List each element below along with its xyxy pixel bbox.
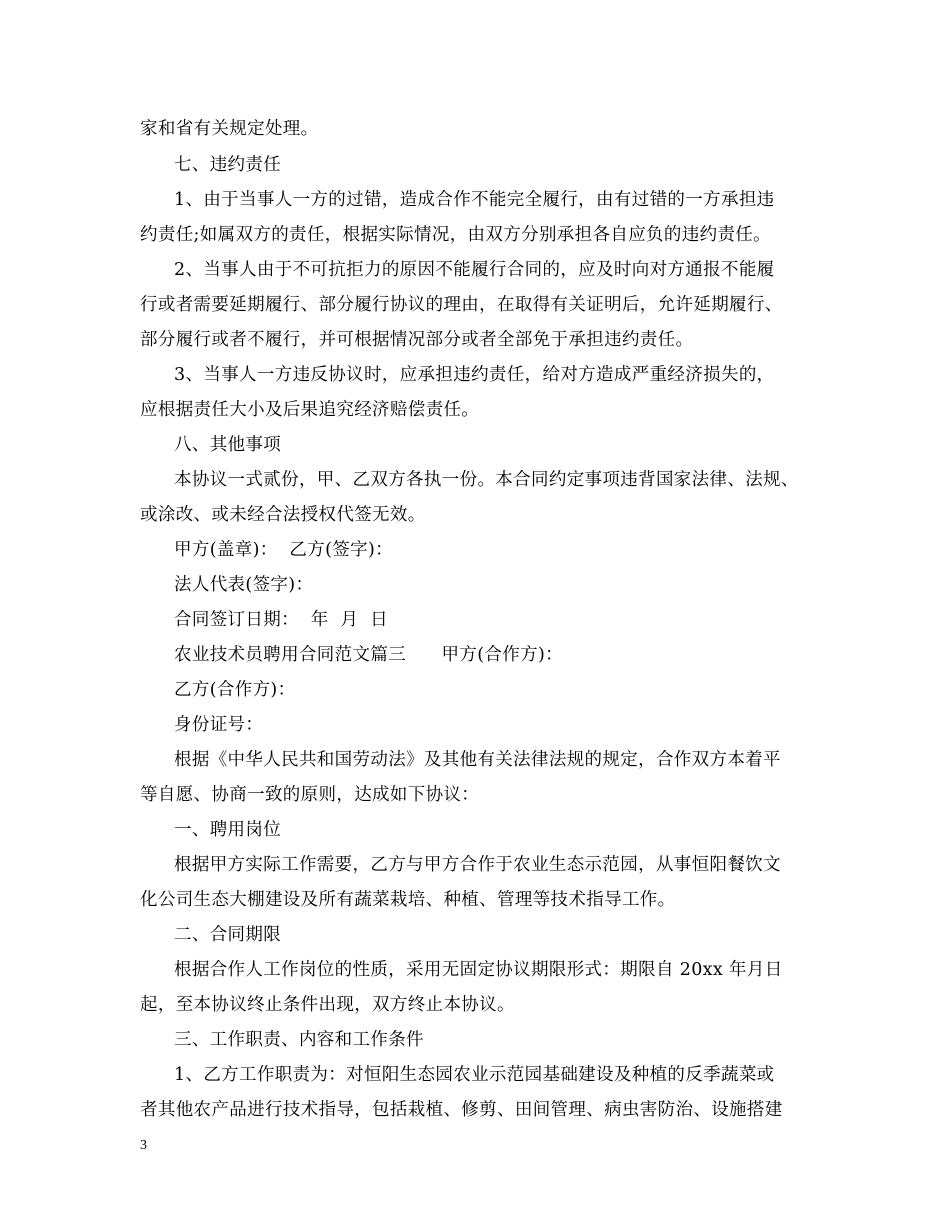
text-line: 根据《中华人民共和国劳动法》及其他有关法律法规的规定，合作双方本着平	[174, 750, 781, 770]
text-line: 等自愿、协商一致的原则，达成如下协议：	[140, 785, 480, 805]
text-line: 者其他农产品进行技术指导，包括栽植、修剪、田间管理、病虫害防治、设施搭建	[140, 1100, 783, 1120]
signature-line: 甲方(盖章)： 乙方(签字)：	[174, 540, 394, 560]
text-line: 约责任;如属双方的责任，根据实际情况，由双方分别承担各自应负的违约责任。	[140, 225, 771, 245]
page-number: 3	[140, 1138, 147, 1153]
text-line: 起，至本协议终止条件出现，双方终止本协议。	[140, 995, 515, 1015]
section-heading: 二、合同期限	[174, 925, 282, 945]
text-line: 应根据责任大小及后果追究经济赔偿责任。	[140, 400, 480, 420]
text-line: 根据合作人工作岗位的性质，采用无固定协议期限形式：期限自 20xx 年月日	[174, 960, 783, 980]
text-line: 本协议一式贰份，甲、乙双方各执一份。本合同约定事项违背国家法律、法规、	[174, 470, 799, 490]
text-line: 根据甲方实际工作需要，乙方与甲方合作于农业生态示范园，从事恒阳餐饮文	[174, 855, 781, 875]
signature-line: 法人代表(签字)：	[174, 575, 314, 595]
text-line: 化公司生态大棚建设及所有蔬菜栽培、种植、管理等技术指导工作。	[140, 890, 676, 910]
text-line: 行或者需要延期履行、部分履行协议的理由，在取得有关证明后，允许延期履行、	[140, 295, 783, 315]
text-line: 2、当事人由于不可抗拒力的原因不能履行合同的，应及时向对方通报不能履	[174, 260, 775, 280]
text-line: 部分履行或者不履行，并可根据情况部分或者全部免于承担违约责任。	[140, 330, 694, 350]
text-line: 3、当事人一方违反协议时，应承担违约责任，给对方造成严重经济损失的，	[174, 365, 775, 385]
text-line: 1、乙方工作职责为：对恒阳生态园农业示范园基础建设及种植的反季蔬菜或	[174, 1065, 775, 1085]
section-heading: 一、聘用岗位	[174, 820, 282, 840]
text-line: 身份证号：	[174, 715, 264, 735]
document-title-line: 农业技术员聘用合同范文篇三 甲方(合作方)：	[174, 645, 563, 665]
text-line: 家和省有关规定处理。	[140, 119, 319, 139]
section-heading: 七、违约责任	[174, 155, 282, 175]
section-heading: 八、其他事项	[174, 435, 282, 455]
date-line: 合同签订日期： 年 月 日	[174, 610, 388, 630]
section-heading: 三、工作职责、内容和工作条件	[174, 1030, 424, 1050]
text-line: 1、由于当事人一方的过错，造成合作不能完全履行，由有过错的一方承担违	[174, 190, 775, 210]
text-line: 或涂改、或未经合法授权代签无效。	[140, 505, 426, 525]
text-line: 乙方(合作方)：	[174, 680, 296, 700]
